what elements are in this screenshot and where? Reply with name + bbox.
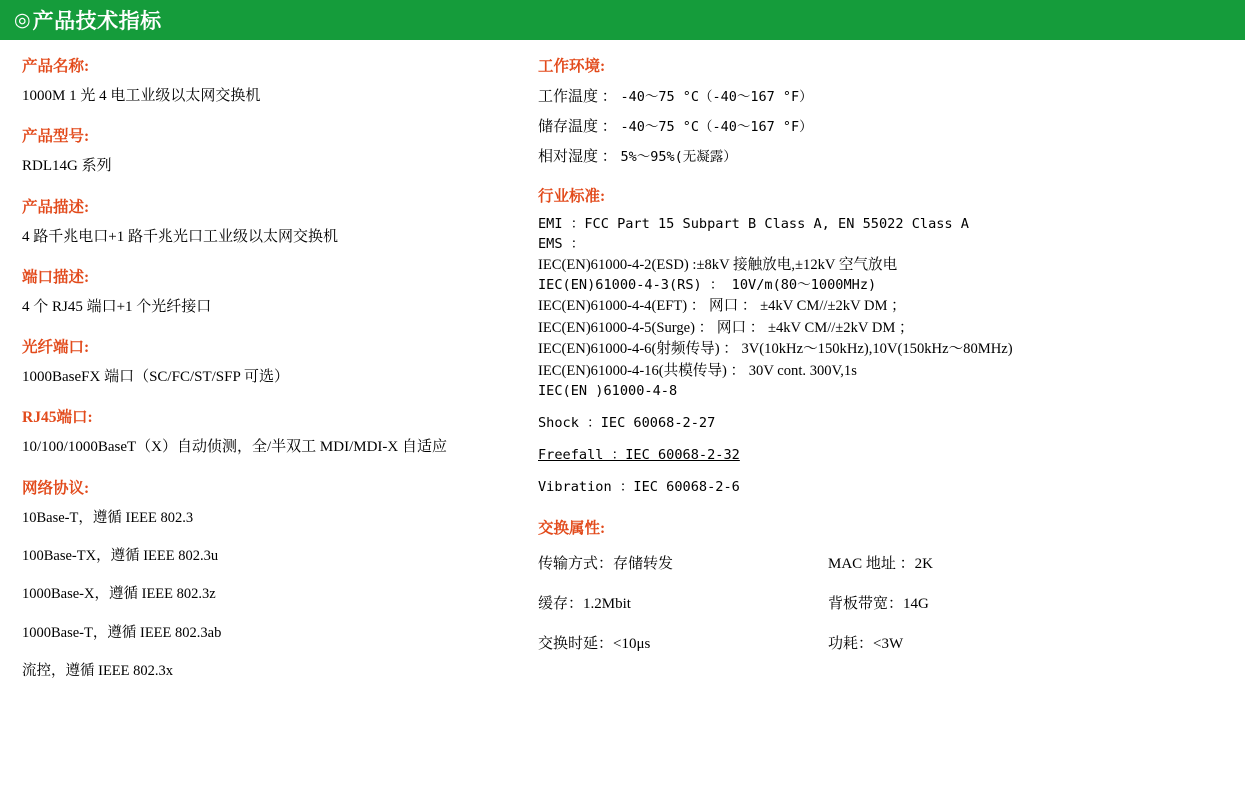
environment-row bbox=[538, 115, 1245, 136]
section-title-network-protocol: 网络协议: bbox=[22, 479, 90, 497]
standards-line: IEC(EN)61000-4-3(RS) ： 10V/m(80～1000MHz) bbox=[538, 277, 877, 294]
environment-row bbox=[538, 85, 1245, 106]
environment-row bbox=[538, 145, 1245, 166]
attr-cell-left: 交换时延：<10μs bbox=[538, 635, 651, 652]
section-title-industry-standards: 行业标准: bbox=[538, 188, 606, 205]
attr-cell-right: 功耗：<3W bbox=[828, 635, 904, 652]
left-column bbox=[0, 54, 518, 699]
standards-line: IEC(EN)61000-4-4(EFT) ： 网口 ： ±4kV CM//±2kV DM ； bbox=[538, 298, 906, 315]
standards-line: IEC(EN)61000-4-2(ESD) :±8kV 接触放电,±12kV 空气放电 bbox=[538, 256, 898, 273]
protocol-line: 10Base-T，遵循 IEEE 802.3 bbox=[22, 509, 194, 526]
section-body-product-name: 1000M 1 光 4 电工业级以太网交换机 bbox=[22, 88, 261, 104]
attr-cell-right: MAC 地址 ：2K bbox=[828, 555, 934, 572]
environment-value: -40～75 °C（-40～167 °F） bbox=[620, 89, 813, 105]
standards-vibration-line: Vibration ：IEC 60068-2-6 bbox=[538, 479, 740, 495]
protocol-line: 1000Base-T，遵循 IEEE 802.3ab bbox=[22, 624, 222, 641]
environment-value: 5%～95%(无凝露） bbox=[620, 149, 737, 165]
environment-value: -40～75 °C（-40～167 °F） bbox=[620, 119, 813, 135]
right-column bbox=[518, 54, 1245, 699]
environment-label: 储存温度 ： bbox=[538, 119, 617, 135]
page-header bbox=[0, 0, 1245, 40]
standards-shock-line: Shock ：IEC 60068-2-27 bbox=[538, 415, 716, 432]
standards-block bbox=[538, 215, 1245, 498]
table-row bbox=[538, 587, 1245, 627]
content-columns bbox=[0, 40, 1245, 699]
protocol-line: 流控，遵循 IEEE 802.3x bbox=[22, 663, 174, 680]
section-body-rj45-port: 10/100/1000BaseT（X）自动侦测，全/半双工 MDI/MDI-X 自适应 bbox=[22, 439, 447, 456]
standards-line: IEC(EN)61000-4-5(Surge) ： 网口 ： ±4kV CM//±2kV DM ； bbox=[538, 319, 914, 336]
section-title-port-description: 端口描述: bbox=[22, 268, 90, 286]
table-row bbox=[538, 547, 1245, 587]
attr-cell-left: 缓存：1.2Mbit bbox=[538, 595, 631, 612]
standards-line: IEC(EN )61000-4-8 bbox=[538, 383, 678, 400]
section-body-product-model: RDL14G 系列 bbox=[22, 158, 112, 175]
section-body-fiber-port: 1000BaseFX 端口（SC/FC/ST/SFP 可选） bbox=[22, 369, 290, 385]
environment-label: 工作温度 ： bbox=[538, 89, 617, 105]
section-body-port-description: 4 个 RJ45 端口+1 个光纤接口 bbox=[22, 298, 212, 315]
standards-line: EMI ：FCC Part 15 Subpart B Class A, EN 55022 Class A bbox=[538, 216, 969, 232]
section-title-environment: 工作环境: bbox=[538, 58, 606, 75]
standards-freefall-line bbox=[538, 446, 1245, 466]
environment-label: 相对湿度 ： bbox=[538, 149, 617, 165]
bullseye-icon: ◎ bbox=[14, 9, 31, 31]
standards-line: IEC(EN)61000-4-6(射频传导) ： 3V(10kHz～150kHz),10V(150kHz～80MHz) bbox=[538, 341, 1013, 358]
section-title-switch-attributes: 交换属性: bbox=[538, 519, 606, 537]
protocol-line: 1000Base-X，遵循 IEEE 802.3z bbox=[22, 586, 216, 603]
environment-block bbox=[538, 85, 1245, 166]
switch-attributes-table bbox=[538, 547, 1245, 667]
section-body-product-description: 4 路千兆电口+1 路千兆光口工业级以太网交换机 bbox=[22, 228, 338, 245]
freefall-underline: Freefall ：IEC 60068-2-32 bbox=[538, 447, 740, 464]
standards-line: EMS ： bbox=[538, 235, 585, 252]
section-title-rj45-port: RJ45端口: bbox=[22, 409, 93, 427]
standards-line: IEC(EN)61000-4-16(共模传导) ： 30V cont. 300V,1s bbox=[538, 362, 857, 379]
table-row bbox=[538, 627, 1245, 667]
section-title-fiber-port: 光纤端口: bbox=[22, 339, 90, 356]
attr-cell-left: 传输方式：存储转发 bbox=[538, 555, 674, 572]
page-title: 产品技术指标 bbox=[32, 9, 162, 33]
section-title-product-name: 产品名称: bbox=[22, 58, 90, 75]
section-title-product-description: 产品描述: bbox=[22, 198, 90, 216]
protocol-line: 100Base-TX，遵循 IEEE 802.3u bbox=[22, 547, 219, 564]
section-title-product-model: 产品型号: bbox=[22, 128, 90, 146]
attr-cell-right: 背板带宽：14G bbox=[828, 595, 929, 612]
